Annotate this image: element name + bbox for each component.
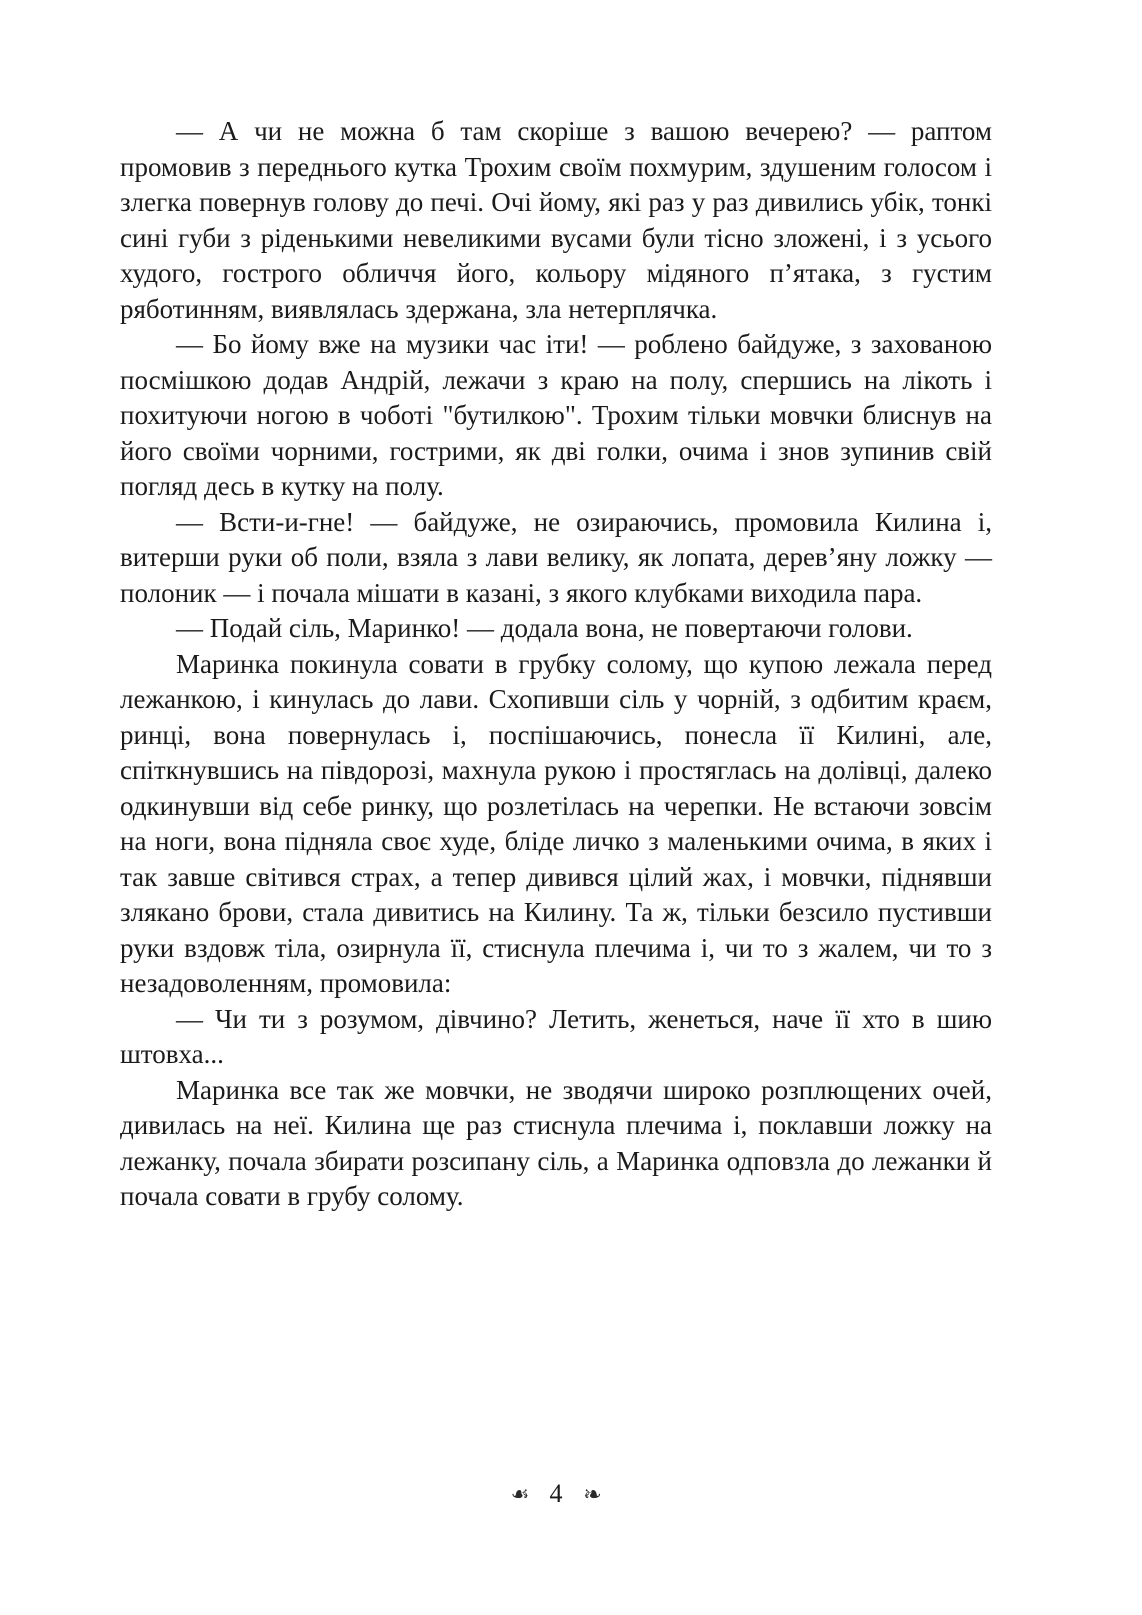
paragraph: — Бо йому вже на музики час іти! — роблено байдуже, з захованою посмішкою додав Андрій, лежачи з краю на полу, спершись на лікоть і похитуючи ногою в чоботі "бутилкою". Трохим тільки мовчки блиснув на його своїми чорними, гострими, як дві голки, очима і знов зупинив свій погляд десь в кутку на полу.: [120, 329, 992, 501]
paragraph: Маринка покинула совати в грубку солому, що купою лежала перед лежанкою, і кинулась до лави. Схопивши сіль у чорній, з одбитим краєм, ринці, вона повернулась і, поспішаючись, понесла її Килині, але, спіткнувшись на півдорозі, махнула рукою і простяглась на долівці, далеко одкинувши від себе ринку, що розлетілась на черепки. Не встаючи зовсім на ноги, вона підняла своє худе, бліде личко з маленькими очима, в яких і так завше світився страх, а тепер дивився цілий жах, і мовчки, піднявши злякано брови, стала дивитись на Килину. Та ж, тільки безсило пустивши руки вздовж тіла, озирнула її, стиснула плечима і, чи то з жалем, чи то з незадоволенням, промовила:: [120, 648, 992, 998]
page-footer: [120, 1481, 992, 1507]
paragraph: — Чи ти з розумом, дівчино? Летить, женеться, наче її хто в шию штовха...: [120, 1003, 992, 1069]
paragraph: — Всти-и-гне! — байдуже, не озираючись, промовила Килина і, витерши руки об поли, взяла з лави велику, як лопата, дерев’яну ложку — полоник — і почала мішати в казані, з якого клубками виходила пара.: [120, 506, 992, 608]
floral-ornament-right-icon: ☙: [582, 1481, 602, 1506]
paragraph: Маринка все так же мовчки, не зводячи широко розплющених очей, дивилась на неї. Килина ще раз стиснула плечима і, поклавши ложку на лежанку, почала збирати розсипану сіль, а Маринка одповзла до лежанки й почала совати в грубу солому.: [120, 1074, 992, 1211]
paragraph: — Подай сіль, Маринко! — додала вона, не повертаючи голови.: [176, 613, 913, 643]
paragraph: — А чи не можна б там скоріше з вашою вечерею? — раптом промовив з переднього кутка Трохим своїм похмурим, здушеним голосом і злегка повернув голову до печі. Очі йому, які раз у раз дивились убік, тонкі сині губи з ріденькими невеликими вусами були тісно зложені, і з усього худого, гострого обличчя його, кольору мідяного п’ятака, з густим ряботинням, виявлялась здержана, зла нетерплячка.: [120, 116, 992, 324]
floral-ornament-left-icon: ☙: [510, 1481, 530, 1506]
page-number: 4: [549, 1479, 563, 1508]
page-text-block: [120, 114, 992, 1215]
